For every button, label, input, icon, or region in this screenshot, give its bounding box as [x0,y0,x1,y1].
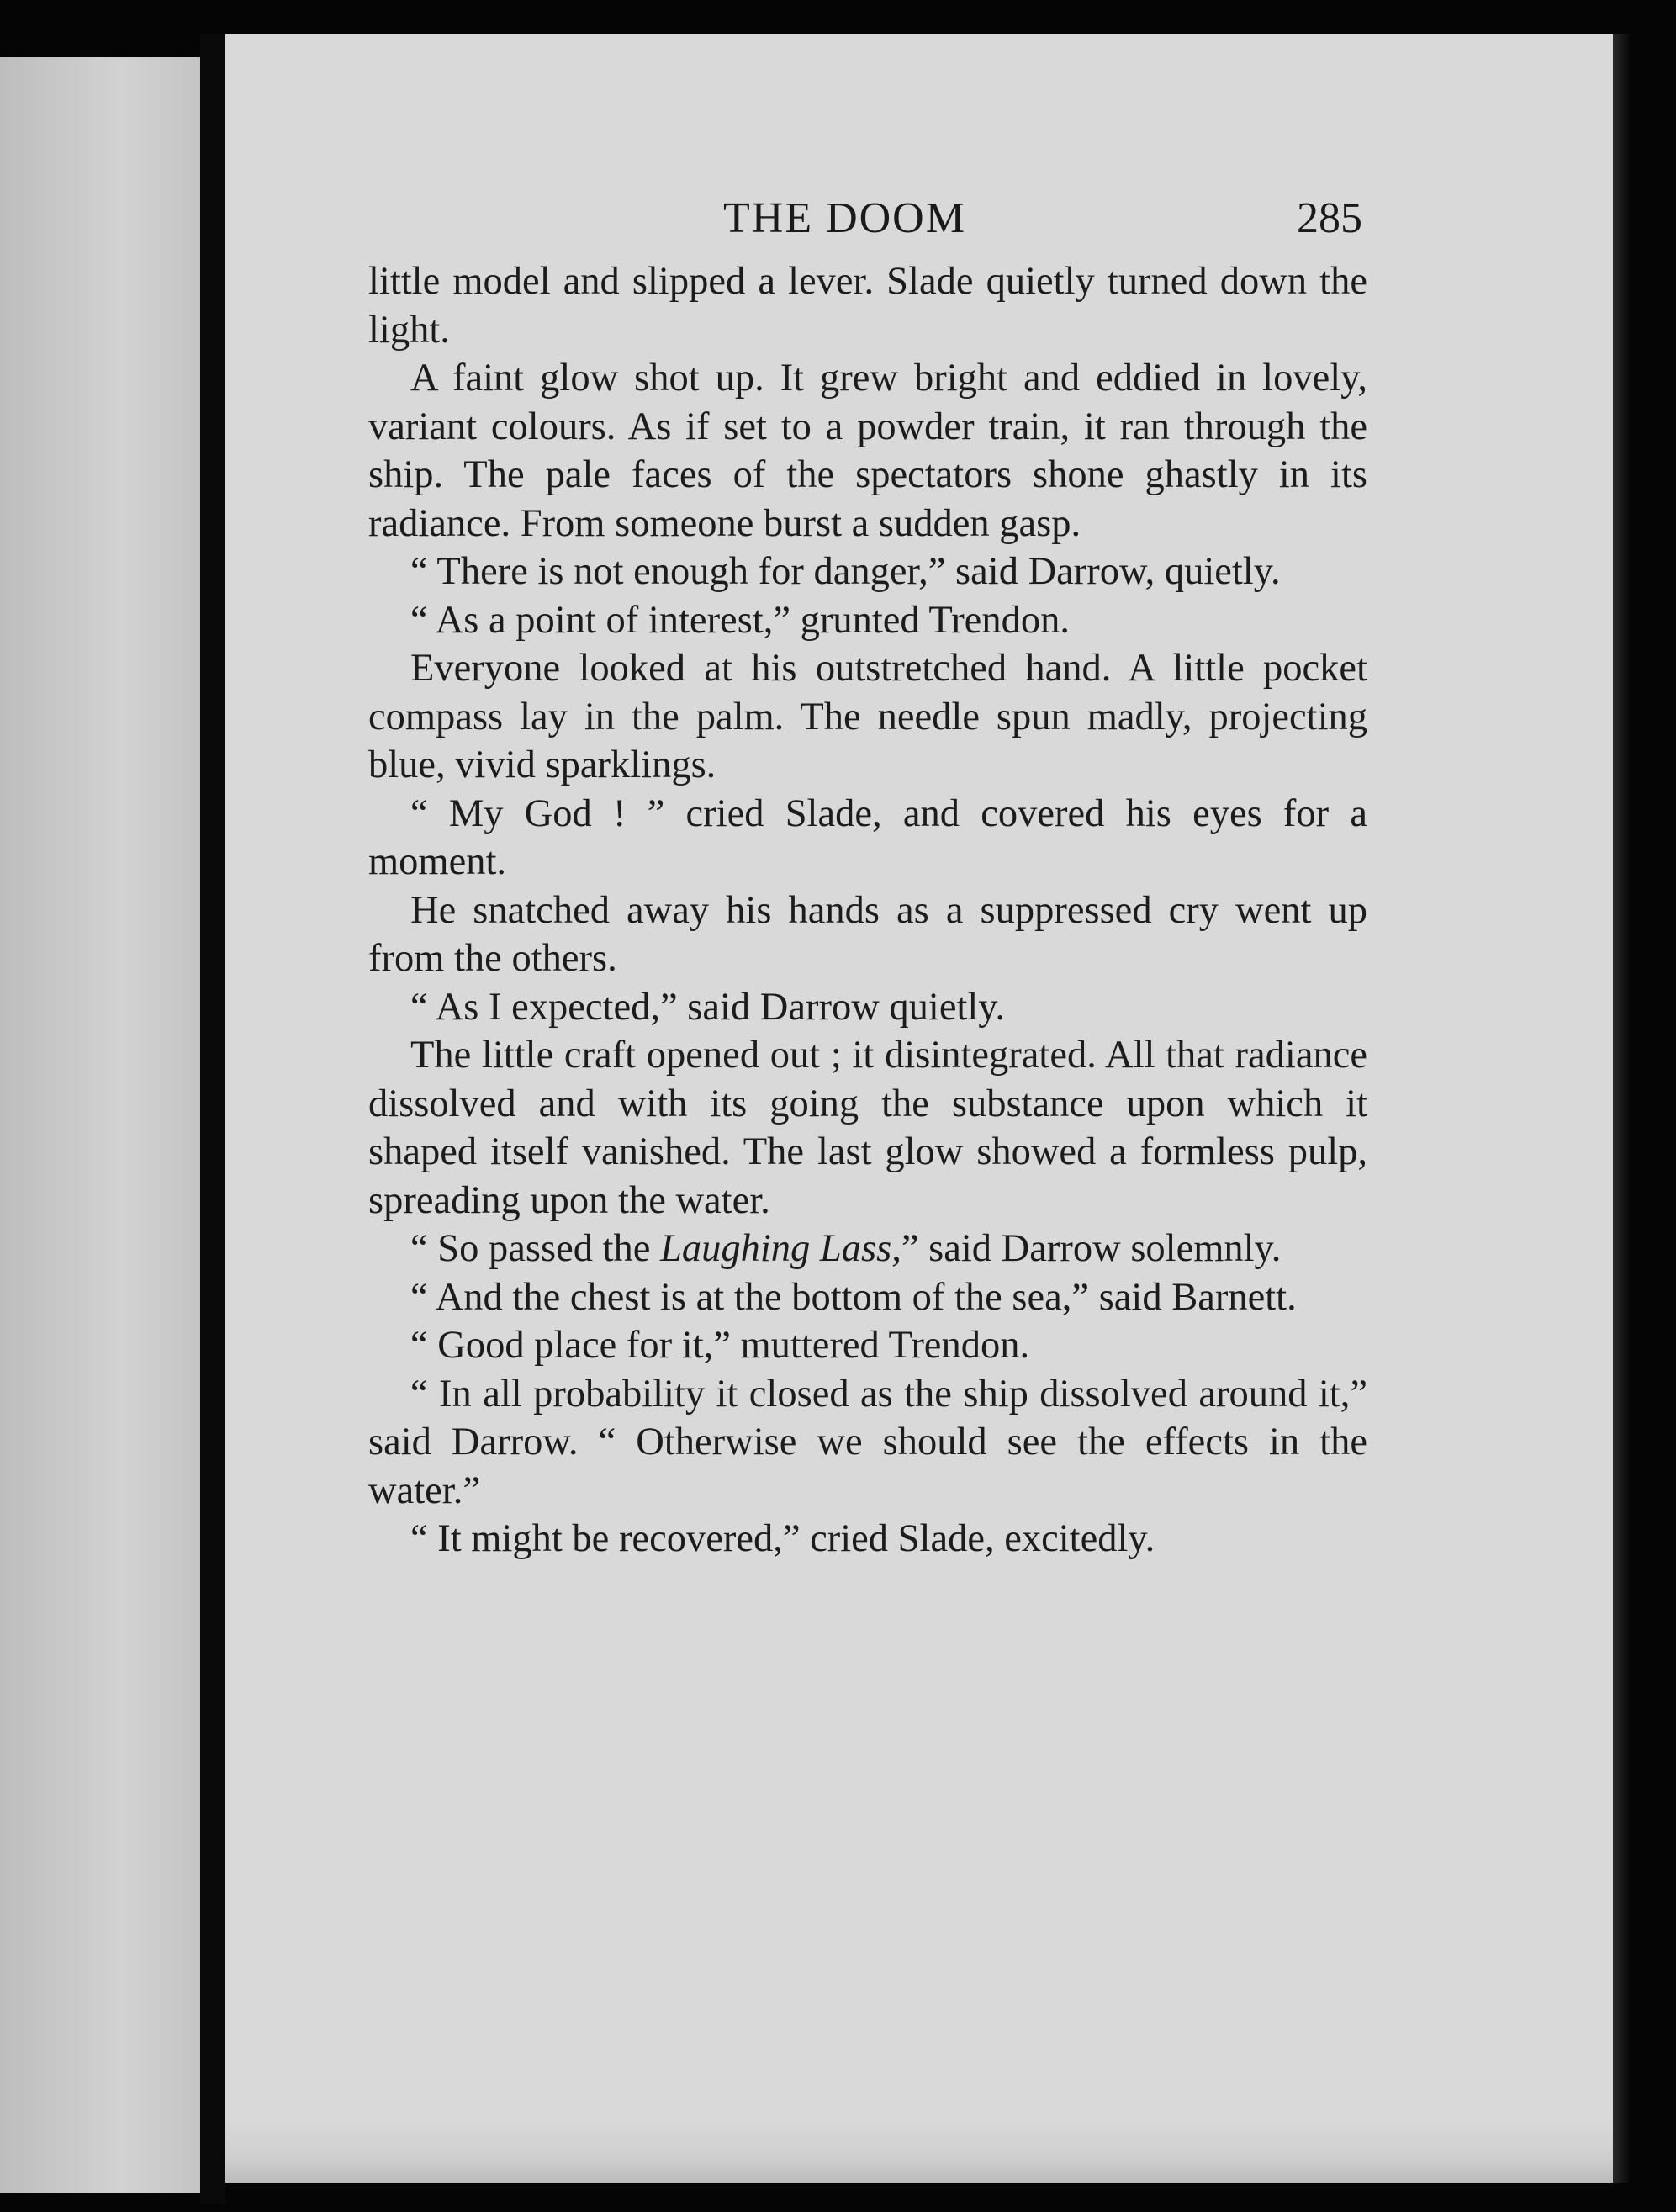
paragraph [368,1225,1367,1273]
paragraph: Everyone looked at his outstretched hand. A little pocket compass lay in the palm. The needle spun madly, projecting blue, vivid sparklings. [368,647,1367,786]
ship-name: Laughing Lass, [660,1227,901,1270]
paragraph: The little craft opened out ; it disintegrated. All that radiance dissolved and with its going the substance upon which it shaped itself vanished. The last glow showed a formless pulp, spreading upon the water. [368,1034,1367,1222]
paragraph: little model and slipped a lever. Slade quietly turned down the light. [368,260,1367,352]
page-header [370,193,1362,252]
paragraph: “ There is not enough for danger,” said Darrow, quietly. [410,550,1281,593]
paragraph: “ Good place for it,” muttered Trendon. [410,1324,1030,1367]
paragraph: A faint glow shot up. It grew bright and eddied in lovely, variant colours. As if set to a powder train, it ran through the ship. The pale faces of the spectators shone ghastly in its radiance. From someone burst a sudden gasp. [368,357,1367,545]
body-text [368,257,1367,1564]
book-gutter [200,34,225,2204]
left-page-edge [0,57,200,2193]
paragraph-text: ” said Darrow solemnly. [901,1227,1282,1270]
paragraph-text: “ So passed the [410,1227,661,1270]
running-head: THE DOOM [723,194,966,242]
paragraph: “ As a point of interest,” grunted Trendon. [410,598,1070,642]
paragraph: “ And the chest is at the bottom of the sea,” said Barnett. [410,1275,1297,1319]
page-bottom-edge [225,2119,1613,2183]
paragraph: “ In all probability it closed as the ship dissolved around it,” said Darrow. “ Otherwise we should see the effects in the water.” [368,1372,1367,1512]
paragraph: “ As I expected,” said Darrow quietly. [410,985,1006,1029]
page-right-edge [1613,34,1630,2183]
paragraph: “ My God ! ” cried Slade, and covered his eyes for a moment. [368,791,1367,883]
paragraph: “ It might be recovered,” cried Slade, excitedly. [410,1517,1155,1560]
page-number: 285 [1297,194,1362,242]
paragraph: He snatched away his hands as a suppressed cry went up from the others. [368,888,1367,980]
